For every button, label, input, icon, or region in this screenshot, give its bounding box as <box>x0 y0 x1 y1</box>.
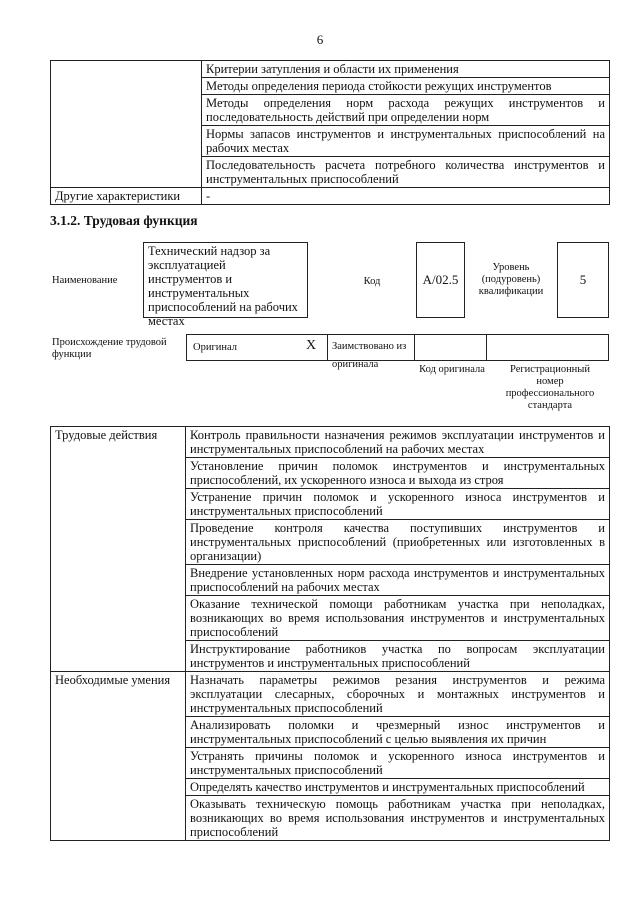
knowledge-item: Критерии затупления и области их применения <box>202 61 610 78</box>
labor-function-table <box>50 426 610 841</box>
knowledge-item: Последовательность расчета потребного количества инструментов и инструментальных приспособлений <box>202 157 610 188</box>
labor-action-item: Контроль правильности назначения режимов эксплуатации инструментов и инструментальных приспособлений на рабочих местах <box>186 427 610 458</box>
knowledge-item: Методы определения периода стойкости режущих инструментов <box>202 78 610 95</box>
knowledge-item: Нормы запасов инструментов и инструментальных приспособлений на рабочих местах <box>202 126 610 157</box>
knowledge-item: Методы определения норм расхода режущих инструментов и последовательность действий при определении норм <box>202 95 610 126</box>
empty-label-cell <box>51 61 202 188</box>
borrowed-label: Заимствовано из оригинала <box>332 341 407 370</box>
skill-item: Анализировать поломки и чрезмерный износ инструментов и инструментальных приспособлений с целью выявления их причин <box>186 717 610 748</box>
page-number: 6 <box>316 32 324 47</box>
labor-action-item: Установление причин поломок инструментов и инструментальных приспособлений, их ускоренного износа и выхода из строя <box>186 458 610 489</box>
original-code-box <box>414 334 487 361</box>
name-label: Наименование <box>52 275 118 286</box>
level-value: 5 <box>579 272 587 287</box>
other-characteristics-value: - <box>202 188 610 205</box>
skill-item: Определять качество инструментов и инструментальных приспособлений <box>186 779 610 796</box>
original-code-caption: Код оригинала <box>419 364 485 375</box>
original-checkmark: X <box>306 338 317 353</box>
registration-number-box <box>486 334 609 361</box>
labor-action-item: Внедрение установленных норм расхода инструментов и инструментальных приспособлений на рабочих местах <box>186 565 610 596</box>
labor-actions-label: Трудовые действия <box>51 427 186 672</box>
code-label: Код <box>363 276 381 287</box>
table-row <box>51 188 610 205</box>
skill-item: Устранять причины поломок и ускоренного износа инструментов и инструментальных приспособлений <box>186 748 610 779</box>
function-name-value: Технический надзор за эксплуатацией инструментов и инструментальных приспособлений на рабочих местах <box>148 244 298 328</box>
qualification-level-label: Уровень (подуровень) квалификации <box>478 262 544 297</box>
other-characteristics-label: Другие характеристики <box>51 188 202 205</box>
knowledge-table <box>50 60 610 205</box>
labor-action-item: Оказание технической помощи работникам участка при неполадках, возникающих во время использования инструментов и инструментальных приспособлений <box>186 596 610 641</box>
code-value: А/02.5 <box>422 272 459 287</box>
registration-number-caption: Регистрационный номер профессионального стандарта <box>505 364 595 411</box>
labor-action-item: Инструктирование работников участка по вопросам эксплуатации инструментов и инструментальных приспособлений <box>186 641 610 672</box>
origin-label: Происхождение трудовой функции <box>52 337 167 360</box>
original-label: Оригинал <box>193 342 237 353</box>
table-row <box>51 427 610 458</box>
skill-item: Назначать параметры режимов резания инструментов и режима эксплуатации слесарных, сборочных и монтажных инструментов и инструментальных приспособлений <box>186 672 610 717</box>
table-row <box>51 61 610 78</box>
skills-label: Необходимые умения <box>51 672 186 841</box>
section-title: 3.1.2. Трудовая функция <box>50 213 198 228</box>
code-value-box <box>416 242 465 318</box>
borrowed-box <box>327 334 415 370</box>
level-value-box <box>557 242 609 318</box>
labor-action-item: Проведение контроля качества поступивших инструментов и инструментальных приспособлений (приобретенных или изготовленных в организации) <box>186 520 610 565</box>
table-row <box>51 672 610 717</box>
labor-action-item: Устранение причин поломок и ускоренного износа инструментов и инструментальных приспособлений <box>186 489 610 520</box>
function-name-box <box>143 242 308 328</box>
skill-item: Оказывать техническую помощь работникам участка при неполадках, возникающих во время использования инструментов и инструментальных приспособлений <box>186 796 610 841</box>
